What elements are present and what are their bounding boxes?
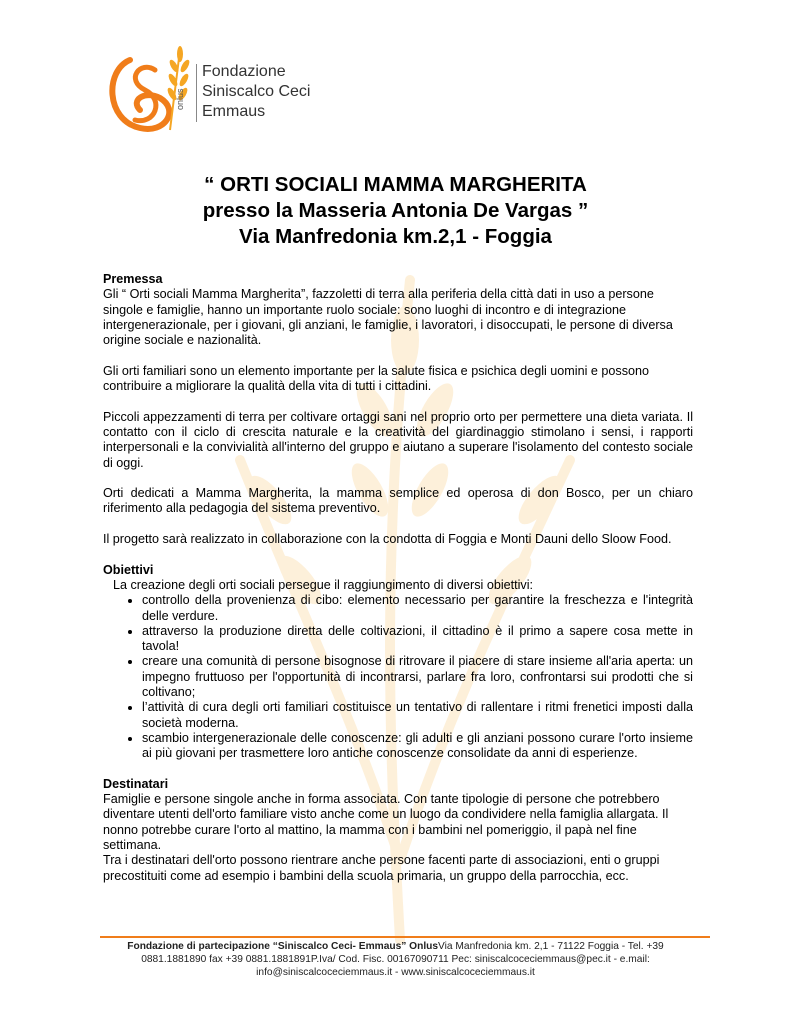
logo-line-2: Siniscalco Ceci [202, 83, 311, 100]
list-item: • scambio intergenerazionale delle conoscenze: gli adulti e gli anziani possono curare l'orto insieme ai più giovani per trasmettere loro antiche conoscenze consolidate da anni di esperienze. [142, 731, 693, 762]
footer-contacts: 0881.1881890 fax +39 0881.1881891P.Iva/ Cod. Fisc. 00167090711 Pec: siniscalcoceciemmaus@pec.it - e.mail: [141, 954, 650, 965]
document-title [0, 172, 791, 250]
footer-divider [100, 936, 710, 938]
destinatari-heading: Destinatari [103, 776, 169, 791]
title-line-2: presso la Masseria Antonia De Vargas ” [202, 199, 589, 222]
logo-line-3: Emmaus [202, 103, 266, 120]
premessa-paragraph-3: Piccoli appezzamenti di terra per coltivare ortaggi sani nel proprio orto per permettere una dieta variata. Il contatto con il ciclo di crescita naturale e la creatività del giardinaggio stimolano i sensi, i rapporti interpersonali e la convivialità all'interno del gruppo e aiutano a superare l'isolamento del contesto sociale di oggi. [103, 409, 693, 470]
logo-separator [196, 64, 197, 122]
obiettivi-list [103, 593, 693, 761]
logo-onlus: onlus [175, 88, 185, 110]
title-line-1: “ ORTI SOCIALI MAMMA MARGHERITA [204, 173, 587, 196]
title-line-3: Via Manfredonia km.2,1 - Foggia [239, 225, 552, 248]
page-footer [0, 940, 791, 979]
obiettivi-intro: La creazione degli orti sociali persegue il raggiungimento di diversi obiettivi: [113, 577, 534, 592]
footer-web: info@siniscalcoceciemmaus.it - www.siniscalcoceciemmaus.it [256, 967, 535, 978]
destinatari-paragraph-1: Famiglie e persone singole anche in forma associata. Con tante tipologie di persone che potrebbero diventare utenti dell'orto familiare visto anche come un luogo da condividere nella famiglia allargata. Il nonno potrebbe curare l'orto al mattino, la mamma con i bambini nel pomeriggio, il papà nel fine settimana. [103, 792, 669, 852]
premessa-paragraph-2: Gli orti familiari sono un elemento importante per la salute fisica e psichica degli uomini e possono contribuire a migliorare la qualità della vita di tutti i cittadini. [103, 363, 650, 394]
logo-line-1: Fondazione [202, 63, 286, 80]
footer-address: Via Manfredonia km. 2,1 - 71122 Foggia - Tel. +39 [438, 941, 664, 952]
list-item: • creare una comunità di persone bisognose di ritrovare il piacere di stare insieme all'aria aperta: un impegno fruttuoso per l'opportunità di incontrarsi, parlare fra loro, confrontarsi sui prodotti che si coltivano; [142, 654, 693, 700]
list-item: • attraverso la produzione diretta delle coltivazioni, il cittadino è il primo a sapere cosa mette in tavola! [142, 624, 693, 655]
logo-text [202, 62, 310, 122]
premessa-paragraph-1: Gli “ Orti sociali Mamma Margherita”, fazzoletti di terra alla periferia della città dati in uso a persone singole e famiglie, hanno un importante ruolo sociale: sono luoghi di incontro e di integrazione intergenerazionale, per i giovani, gli anziani, le famiglie, i lavoratori, i disoccupati, le persone di diversa origine sociale e nazionalità. [103, 287, 673, 348]
list-item: • l’attività di cura degli orti familiari costituisce un tentativo di rallentare i ritmi frenetici imposti dalla società moderna. [142, 700, 693, 731]
premessa-paragraph-5: Il progetto sarà realizzato in collaborazione con la condotta di Foggia e Monti Dauni dello Sloow Food. [103, 532, 672, 547]
obiettivi-heading: Obiettivi [103, 562, 154, 577]
list-item: • controllo della provenienza di cibo: elemento necessario per garantire la freschezza e l'integrità delle verdure. [142, 593, 693, 624]
premessa-heading: Premessa [103, 272, 163, 286]
premessa-paragraph-4: Orti dedicati a Mamma Margherita, la mamma semplice ed operosa di don Bosco, per un chiaro riferimento alla pedagogia del sistema preventivo. [103, 486, 693, 516]
footer-org-name: Fondazione di partecipazione “Siniscalco Ceci- Emmaus” Onlus [127, 941, 439, 952]
document-body [103, 272, 693, 884]
destinatari-paragraph-2: Tra i destinatari dell'orto possono rientrare anche persone facenti parte di associazioni, enti o gruppi precostituiti come ad esempio i bambini della scuola primaria, un gruppo della parrocchia, ecc. [103, 853, 660, 883]
